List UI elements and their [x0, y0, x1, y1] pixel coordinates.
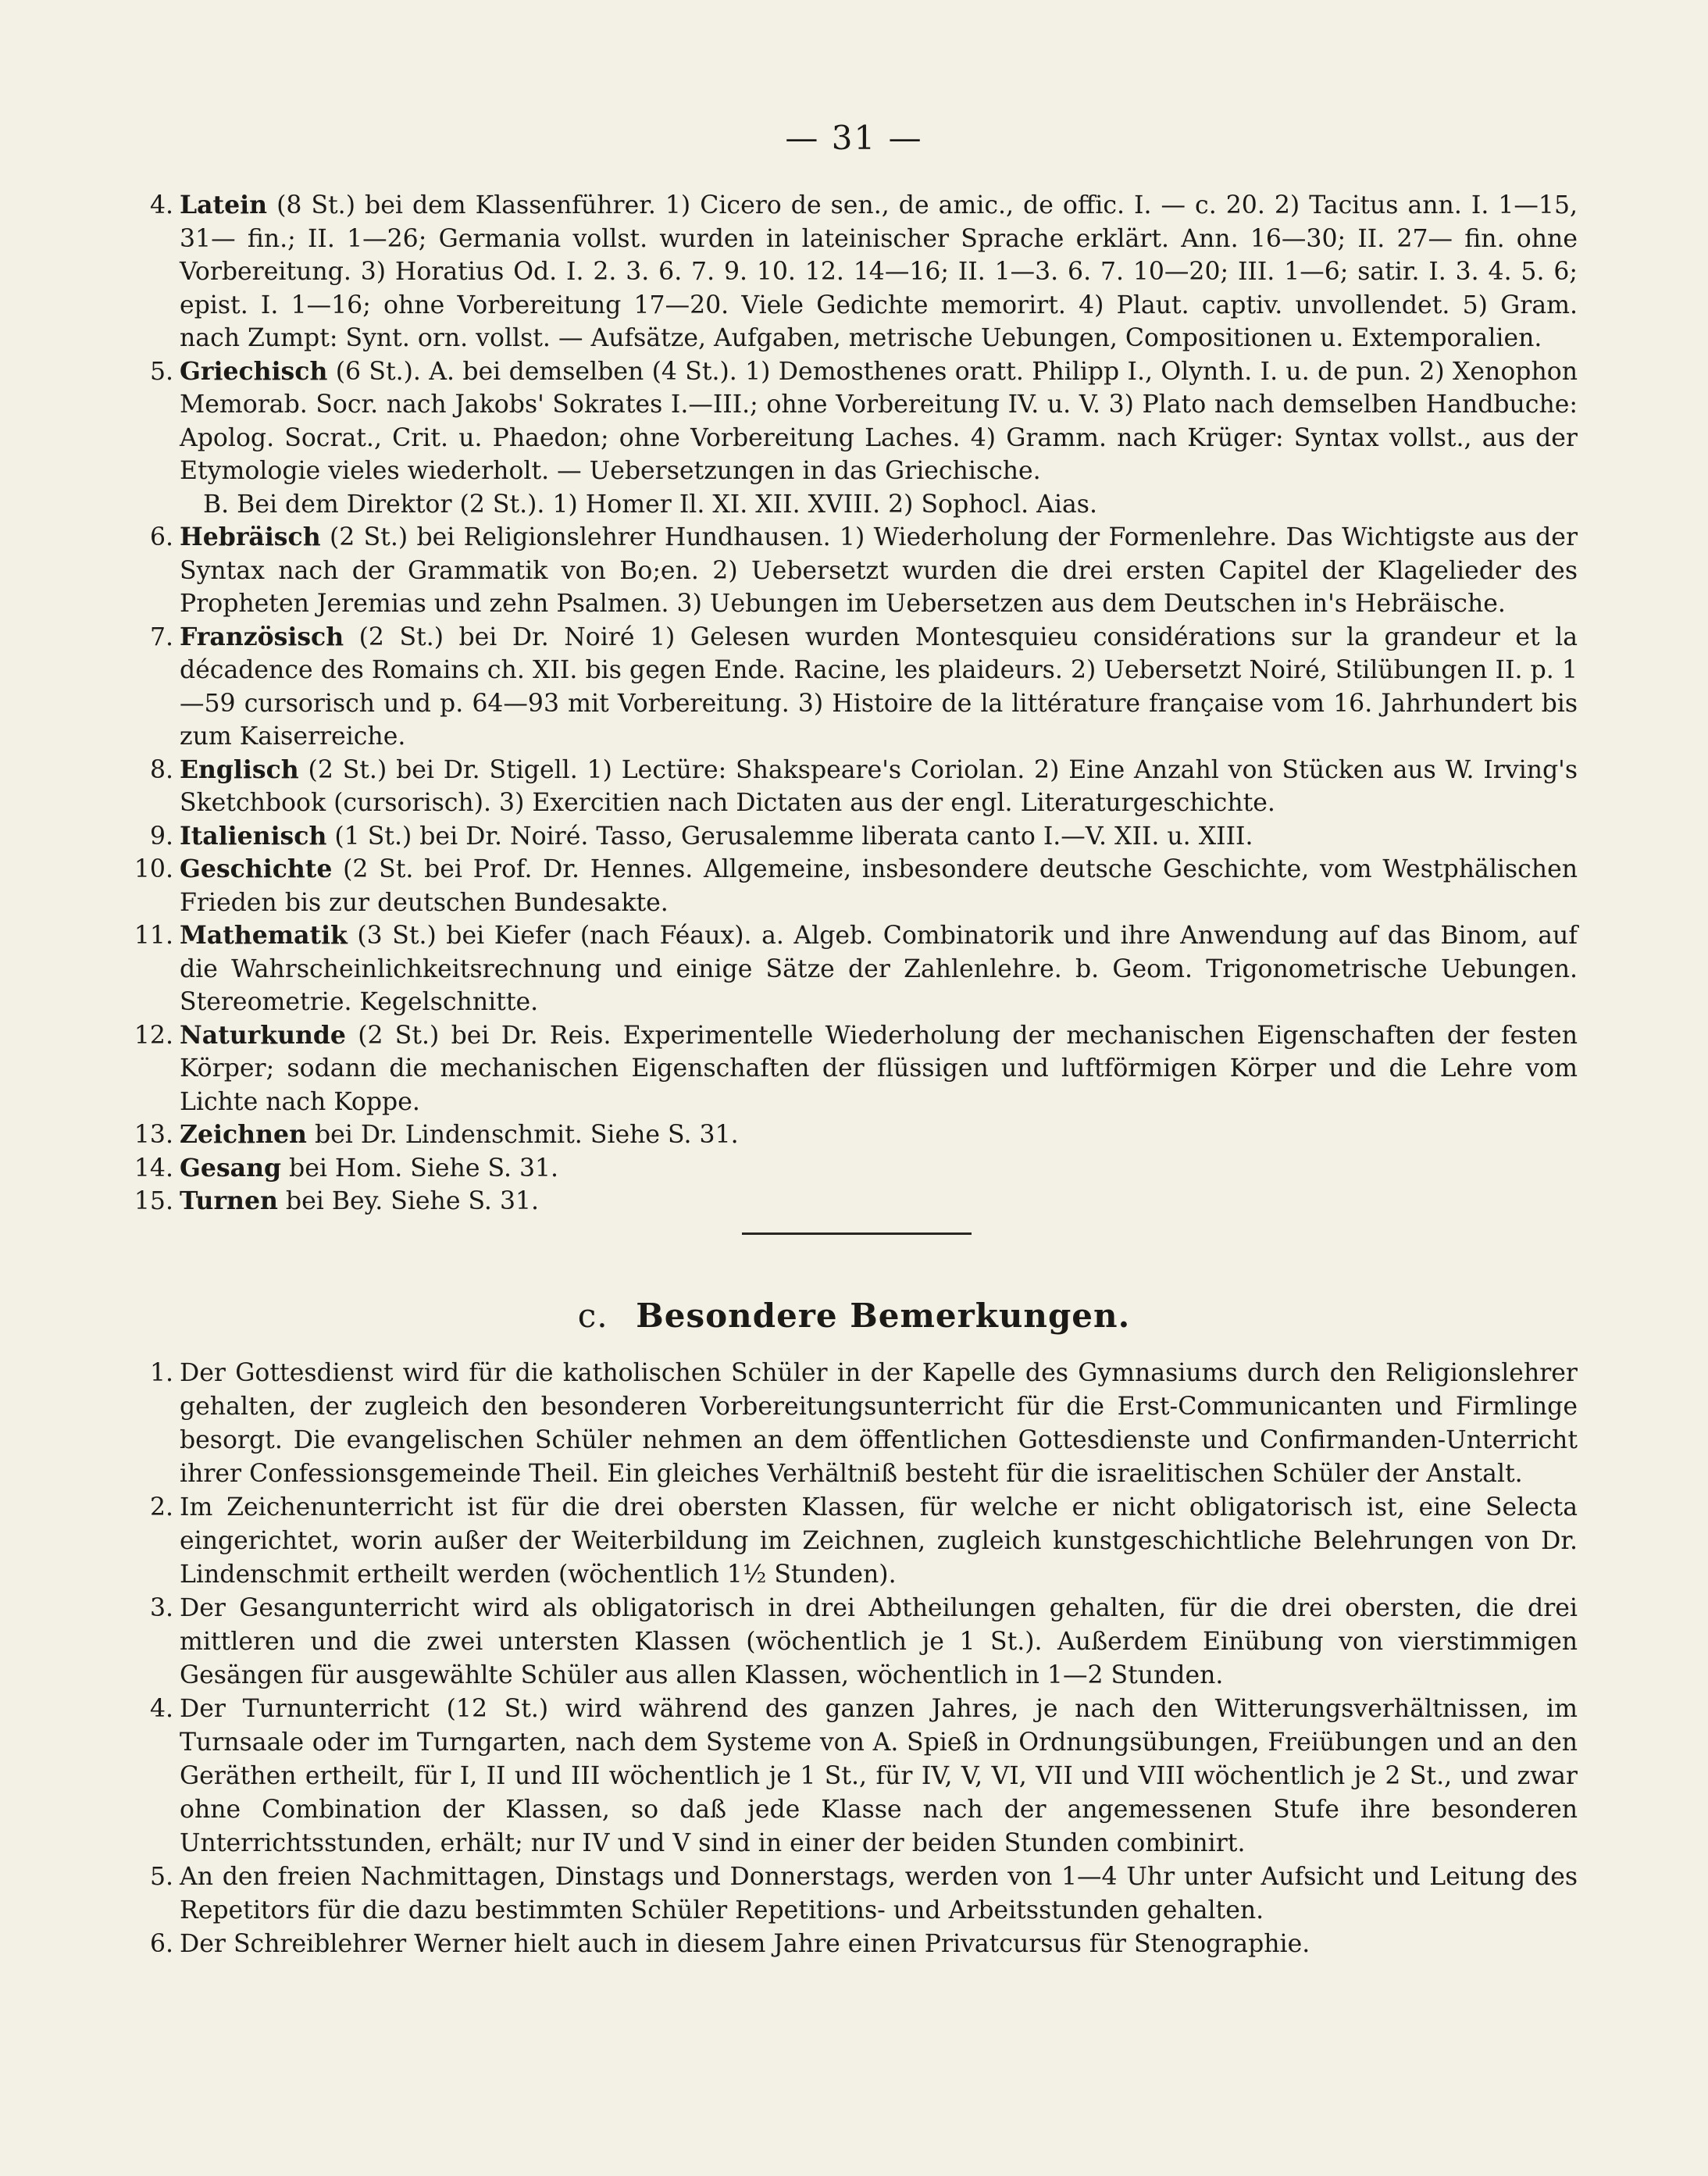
- subject-text: (2 St.) bei Religionslehrer Hundhausen. 1) Wiederholung der Formenlehre. Das Wichtigste aus der Syntax nach der Grammatik von Bo;en. 2) Uebersetzt wurden die drei ersten Capitel der Klagelieder des Propheten Jeremias und zehn Psalmen. 3) Uebungen im Uebersetzen aus dem Deutschen in's Hebräische.: [180, 523, 1578, 618]
- subject-title: Latein: [180, 191, 268, 219]
- subject-title: Gesang: [180, 1153, 282, 1183]
- item-number: 8.: [149, 755, 173, 784]
- subject-latin: [117, 189, 1578, 355]
- subject-title: Hebräisch: [180, 523, 321, 551]
- subject-text: (2 St.) bei Dr. Stigell. 1) Lectüre: Shakspeare's Coriolan. 2) Eine Anzahl von Stücken aus W. Irving's Sketchbook (cursorisch). 3) Exercitien nach Dictaten aus der engl. Literaturgeschichte.: [180, 755, 1578, 817]
- subject-history: [117, 853, 1578, 919]
- remarks-heading: [0, 1297, 1708, 1335]
- item-number: 7.: [149, 622, 173, 651]
- subject-gymnastics: [117, 1185, 1578, 1218]
- subject-text: bei Bey. Siehe S. 31.: [285, 1187, 540, 1215]
- remark-4: [117, 1693, 1578, 1860]
- subject-drawing: [117, 1118, 1578, 1152]
- subject-title: Naturkunde: [180, 1020, 346, 1050]
- subject-natural-science: [117, 1019, 1578, 1119]
- remark-text: Der Schreiblehrer Werner hielt auch in diesem Jahre einen Privatcursus für Stenographie.: [180, 1930, 1310, 1958]
- heading-letter: c.: [577, 1297, 608, 1335]
- page-number: — 31 —: [785, 119, 923, 157]
- item-number: 3.: [149, 1594, 173, 1622]
- item-number: 4.: [149, 191, 173, 219]
- subject-greek: [117, 355, 1578, 522]
- item-number: 6.: [149, 1930, 173, 1958]
- subject-title: Geschichte: [180, 854, 333, 883]
- subject-english: [117, 754, 1578, 820]
- item-number: 12.: [134, 1021, 173, 1050]
- remark-3: [117, 1592, 1578, 1693]
- item-number: 15.: [134, 1187, 173, 1215]
- subject-italian: [117, 820, 1578, 854]
- subject-title: Zeichnen: [180, 1120, 307, 1149]
- remark-text: Im Zeichenunterricht ist für die drei obersten Klassen, für welche er nicht obligatorisch ist, eine Selecta eingerichtet, worin außer der Weiterbildung im Zeichnen, zugleich kunstgeschichtliche Belehrungen von Dr. Lindenschmit ertheilt werden (wöchentlich 1½ Stunden).: [180, 1493, 1578, 1589]
- remark-text: Der Turnunterricht (12 St.) wird während des ganzen Jahres, je nach den Witterungsverhältnissen, im Turnsaale oder im Turngarten, nach dem Systeme von A. Spieß in Ordnungsübungen, Freiübungen und an den Geräthen ertheilt, für I, II und III wöchentlich je 1 St., für IV, V, VI, VII und VIII wöchentlich je 2 St., und zwar ohne Combination der Klassen, so daß jede Klasse nach der angemessenen Stufe ihre besonderen Unterrichtsstunden, erhält; nur IV und V sind in einer der beiden Stunden combinirt.: [180, 1695, 1578, 1857]
- item-number: 11.: [134, 922, 173, 950]
- subject-text: (1 St.) bei Dr. Noiré. Tasso, Gerusalemme liberata canto I.—V. XII. u. XIII.: [334, 822, 1253, 851]
- subject-singing: [117, 1152, 1578, 1186]
- remark-text: Der Gottesdienst wird für die katholischen Schüler in der Kapelle des Gymnasiums durch den Religionslehrer gehalten, der zugleich den besonderen Vorbereitungsunterricht für die Erst-Communicanten und Firmlinge besorgt. Die evangelischen Schüler nehmen an dem öffentlichen Gottesdienste und Confirmanden-Unterricht ihrer Confessionsgemeinde Theil. Ein gleiches Verhältniß besteht für die israelitischen Schüler der Anstalt.: [180, 1359, 1578, 1488]
- section-divider: [742, 1232, 972, 1235]
- remark-text: An den freien Nachmittagen, Dinstags und Donnerstags, werden von 1—4 Uhr unter Aufsicht und Leitung des Repetitors für die dazu bestimmten Schüler Repetitions- und Arbeitsstunden gehalten.: [180, 1863, 1578, 1925]
- item-number: 5.: [149, 1863, 173, 1891]
- subject-title: Italienisch: [180, 821, 327, 851]
- item-number: 13.: [134, 1121, 173, 1149]
- remark-5: [117, 1860, 1578, 1928]
- remark-6: [117, 1928, 1578, 1961]
- remark-2: [117, 1491, 1578, 1592]
- subject-text: (2 St.) bei Dr. Reis. Experimentelle Wiederholung der mechanischen Eigenschaften der festen Körper; sodann die mechanischen Eigenschaften der flüssigen und luftförmigen Körper und die Lehre vom Lichte nach Koppe.: [180, 1021, 1578, 1116]
- subject-text: bei Hom. Siehe S. 31.: [289, 1154, 559, 1183]
- subject-title: Französisch: [180, 622, 344, 651]
- item-number: 6.: [149, 523, 173, 551]
- subject-text: (6 St.). A. bei demselben (4 St.). 1) Demosthenes oratt. Philipp I., Olynth. I. u. de pun. 2) Xenophon Memorab. Socr. nach Jakobs' Sokrates I.—III.; ohne Vorbereitung IV. u. V. 3) Plato nach demselben Handbuche: Apolog. Socrat., Crit. u. Phaedon; ohne Vorbereitung Laches. 4) Gramm. nach Krüger: Syntax vollst., aus der Etymologie vieles wiederholt. — Uebersetzungen in das Griechische.: [180, 357, 1578, 485]
- item-number: 2.: [149, 1493, 173, 1521]
- subject-text: (8 St.) bei dem Klassenführer. 1) Cicero de sen., de amic., de offic. I. — c. 20. 2) Tacitus ann. I. 1—15, 31— fin.; II. 1—26; Germania vollst. wurden in lateinischer Sprache erklärt. Ann. 16—30; II. 27— fin. ohne Vorbereitung. 3) Horatius Od. I. 2. 3. 6. 7. 9. 10. 12. 14—16; II. 1—3. 6. 7. 10—20; III. 1—6; satir. I. 3. 4. 5. 6; epist. I. 1—16; ohne Vorbereitung 17—20. Viele Gedichte memorirt. 4) Plaut. captiv. unvollendet. 5) Gram. nach Zumpt: Synt. orn. vollst. — Aufsätze, Aufgaben, metrische Uebungen, Compositionen u. Extemporalien.: [180, 191, 1578, 352]
- subject-text: (3 St.) bei Kiefer (nach Féaux). a. Algeb. Combinatorik und ihre Anwendung auf das Binom, auf die Wahrscheinlichkeitsrechnung und einige Sätze der Zahlenlehre. b. Geom. Trigonometrische Uebungen. Stereometrie. Kegelschnitte.: [180, 922, 1578, 1016]
- item-number: 10.: [134, 855, 173, 883]
- subject-text: (2 St. bei Prof. Dr. Hennes. Allgemeine, insbesondere deutsche Geschichte, vom Westphälischen Frieden bis zur deutschen Bundesakte.: [180, 855, 1578, 917]
- item-number: 1.: [149, 1359, 173, 1387]
- subject-hebrew: [117, 521, 1578, 621]
- remark-1: [117, 1357, 1578, 1491]
- subject-list: [117, 189, 1578, 1218]
- item-number: 9.: [149, 822, 173, 851]
- subject-french: [117, 621, 1578, 754]
- item-number: 14.: [134, 1154, 173, 1183]
- subject-title: Mathematik: [180, 921, 348, 950]
- item-number: 5.: [149, 357, 173, 386]
- remarks-list: [117, 1357, 1578, 1961]
- subject-mathematics: [117, 919, 1578, 1019]
- subject-text: bei Dr. Lindenschmit. Siehe S. 31.: [314, 1121, 739, 1149]
- remark-text: Der Gesangunterricht wird als obligatorisch in drei Abtheilungen gehalten, für die drei obersten, die drei mittleren und die zwei untersten Klassen (wöchentlich je 1 St.). Außerdem Einübung von vierstimmigen Gesängen für ausgewählte Schüler aus allen Klassen, wöchentlich in 1—2 Stunden.: [180, 1594, 1578, 1689]
- subject-title: Englisch: [180, 754, 299, 784]
- subject-text-b: B. Bei dem Direktor (2 St.). 1) Homer Il. XI. XII. XVIII. 2) Sophocl. Aias.: [203, 490, 1097, 519]
- heading-title: Besondere Bemerkungen.: [636, 1297, 1131, 1335]
- subject-title: Turnen: [180, 1186, 278, 1215]
- subject-title: Griechisch: [180, 356, 328, 386]
- item-number: 4.: [149, 1695, 173, 1723]
- subject-text: (2 St.) bei Dr. Noiré 1) Gelesen wurden Montesquieu considérations sur la grandeur et la décadence des Romains ch. XII. bis gegen Ende. Racine, les plaideurs. 2) Uebersetzt Noiré, Stilübungen II. p. 1—59 cursorisch und p. 64—93 mit Vorbereitung. 3) Histoire de la littérature française vom 16. Jahrhundert bis zum Kaiserreiche.: [180, 622, 1578, 751]
